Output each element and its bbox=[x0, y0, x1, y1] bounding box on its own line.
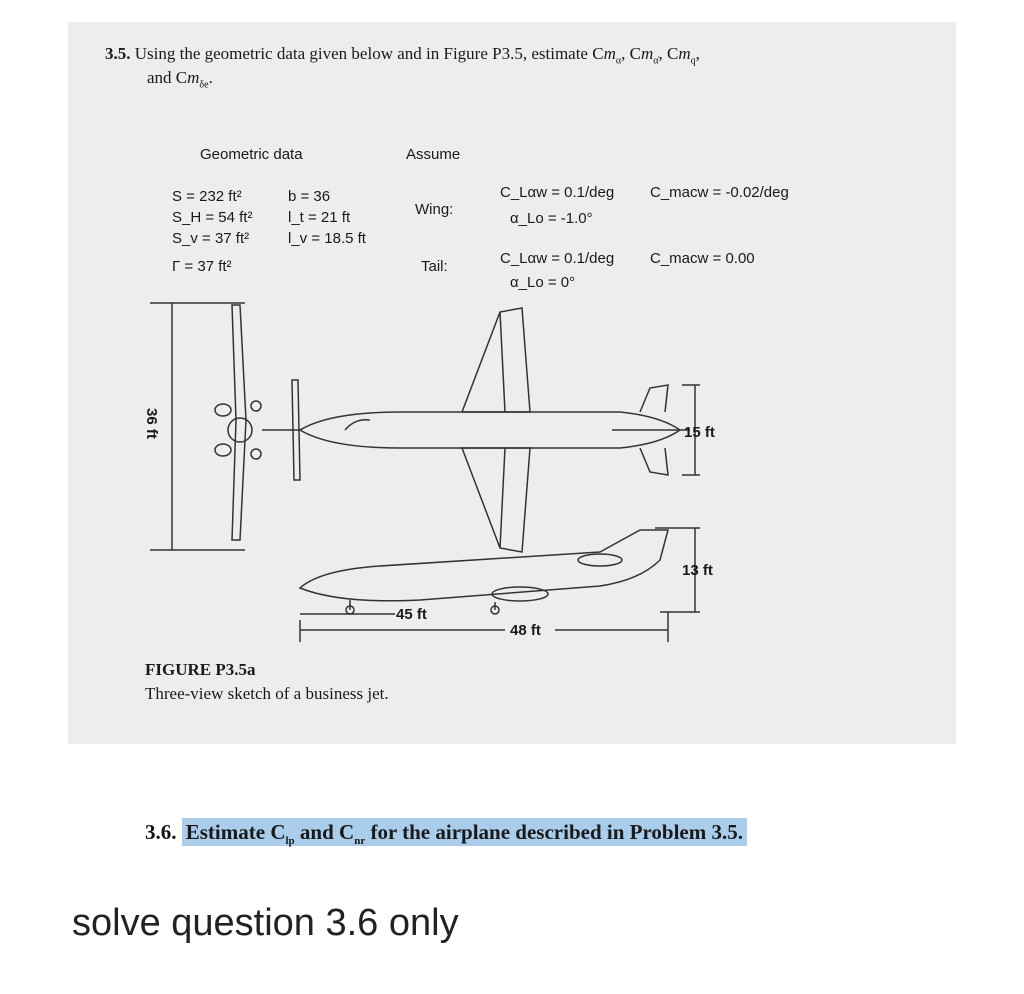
assume-heading: Assume bbox=[406, 146, 461, 163]
problem-36-number: 3.6. bbox=[145, 820, 177, 844]
geo-item-lv: l_v = 18.5 ft bbox=[288, 230, 366, 247]
wing-cl-alpha: C_Lαw = 0.1/deg bbox=[500, 184, 615, 201]
plan-htail-lower bbox=[640, 448, 668, 475]
side-nacelle bbox=[578, 554, 622, 566]
figure-caption: Three-view sketch of a business jet. bbox=[145, 684, 389, 703]
front-view-wing bbox=[232, 305, 246, 540]
figure-label: FIGURE P3.5a bbox=[145, 660, 256, 679]
problem-36-highlight: Estimate $C_{lp}$ and $C_{nr}$ for the airplane described in Problem 3.5. bbox=[182, 818, 747, 846]
geo-item-gamma: Γ = 37 ft² bbox=[172, 258, 232, 275]
front-engine-right bbox=[215, 444, 231, 456]
plan-htail-upper bbox=[640, 385, 668, 412]
wing-position-label: 45 ft bbox=[396, 606, 427, 623]
geo-item-b: b = 36 bbox=[288, 188, 331, 205]
problem-35-line2: and $Cm_{\delta e}$. bbox=[147, 68, 213, 91]
wing-label: Wing: bbox=[415, 201, 454, 218]
length-label: 48 ft bbox=[510, 622, 541, 639]
tail-cm-ac: C_macw = 0.00 bbox=[650, 250, 755, 267]
geo-item-sv: S_v = 37 ft² bbox=[172, 230, 250, 247]
tail-cl-alpha: C_Lαw = 0.1/deg bbox=[500, 250, 615, 267]
tail-span-label: 15 ft bbox=[684, 424, 715, 441]
span-label: 36 ft bbox=[143, 408, 160, 439]
wing-alpha-lo: α_Lo = -1.0° bbox=[510, 210, 593, 227]
geo-item-lt: l_t = 21 ft bbox=[288, 209, 351, 226]
geometric-data-heading: Geometric data bbox=[200, 146, 303, 163]
user-note: solve question 3.6 only bbox=[72, 902, 459, 944]
wing-cm-ac: C_macw = -0.02/deg bbox=[650, 184, 789, 201]
problem-35-line1: 3.5. Using the geometric data given below and in Figure P3.5, estimate $Cm_\alpha$, $Cm_{\alphȧ}$, $Cm_q$, bbox=[105, 44, 700, 67]
tail-alpha-lo: α_Lo = 0° bbox=[510, 274, 576, 291]
geo-item-sh: S_H = 54 ft² bbox=[172, 209, 253, 226]
problem-36 bbox=[145, 820, 747, 847]
front-view-fuselage bbox=[228, 418, 252, 442]
tail-label: Tail: bbox=[421, 258, 448, 275]
plan-wing-lower bbox=[462, 448, 530, 552]
geo-item-s: S = 232 ft² bbox=[172, 188, 242, 205]
front-engine-left bbox=[215, 404, 231, 416]
plan-wing-upper bbox=[462, 308, 530, 412]
height-label: 13 ft bbox=[682, 562, 713, 579]
